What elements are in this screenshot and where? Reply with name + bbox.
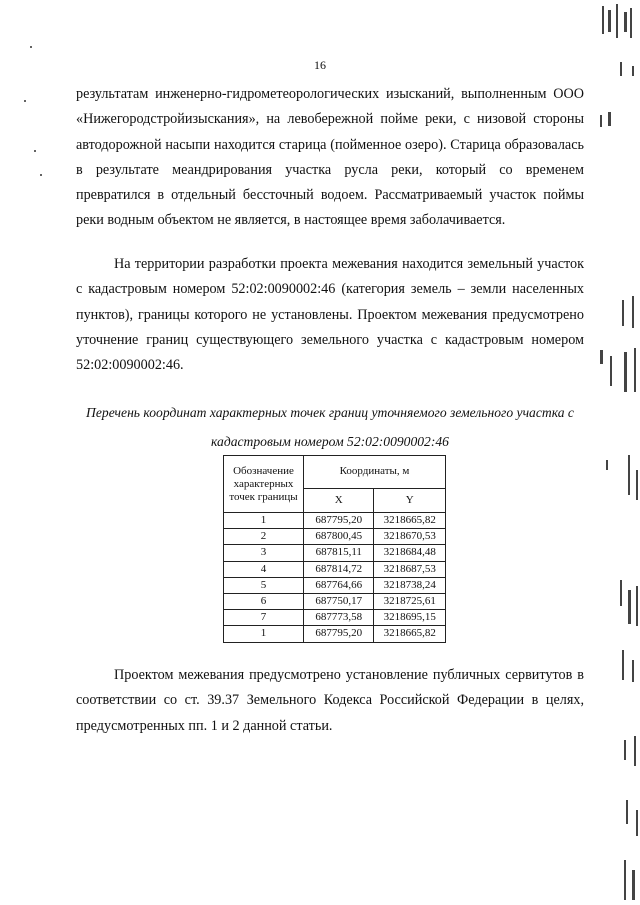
scan-speck [34, 150, 36, 152]
table-row [224, 529, 446, 545]
cell-point: 5 [224, 577, 304, 593]
page-number: 16 [314, 58, 326, 72]
table-row [224, 577, 446, 593]
cell-y: 3218665,82 [374, 513, 446, 529]
table-row [224, 561, 446, 577]
scan-artifact-edge [580, 0, 640, 905]
header-y: Y [374, 488, 446, 512]
scan-speck [40, 174, 42, 176]
cell-x: 687800,45 [304, 529, 374, 545]
header-x: X [304, 488, 374, 512]
cell-x: 687814,72 [304, 561, 374, 577]
header-coordinates: Координаты, м [304, 456, 446, 489]
cell-point: 4 [224, 561, 304, 577]
coordinates-table [223, 455, 446, 643]
cell-x: 687773,58 [304, 610, 374, 626]
paragraph-3: Проектом межевания предусмотрено установление публичных сервитутов в соответствии со ст. 39.37 Земельного Кодекса Российской Федерации в целях, предусмотренных пп. 1 и 2 данной статьи. [76, 667, 584, 734]
cell-x: 687815,11 [304, 545, 374, 561]
cell-y: 3218665,82 [374, 626, 446, 642]
cell-point: 6 [224, 593, 304, 609]
scan-speck [24, 100, 26, 102]
cell-point: 7 [224, 610, 304, 626]
paragraph-2: На территории разработки проекта межевания находится земельный участок с кадастровым номером 52:02:0090002:46 (категория земель – земли населенных пунктов), границы которого не установлены. Проектом межевания предусмотрено уточнение границ существующего земельного участка с кадастровым номером 52:02:0090002:46. [76, 256, 584, 374]
table-row [224, 513, 446, 529]
cell-y: 3218725,61 [374, 593, 446, 609]
cell-y: 3218670,53 [374, 529, 446, 545]
cell-point: 3 [224, 545, 304, 561]
cell-point: 1 [224, 513, 304, 529]
table-caption: Перечень координат характерных точек границ уточняемого земельного участка с кадастровым номером 52:02:0090002:46 [86, 405, 574, 449]
cell-y: 3218738,24 [374, 577, 446, 593]
table-row [224, 593, 446, 609]
cell-y: 3218687,53 [374, 561, 446, 577]
cell-y: 3218695,15 [374, 610, 446, 626]
cell-x: 687764,66 [304, 577, 374, 593]
cell-point: 1 [224, 626, 304, 642]
header-point-designation: Обозначение характерных точек границы [224, 456, 304, 513]
cell-x: 687795,20 [304, 626, 374, 642]
table-row [224, 610, 446, 626]
scan-speck [30, 46, 32, 48]
cell-x: 687795,20 [304, 513, 374, 529]
table-row [224, 545, 446, 561]
cell-point: 2 [224, 529, 304, 545]
table-row [224, 626, 446, 642]
cell-y: 3218684,48 [374, 545, 446, 561]
cell-x: 687750,17 [304, 593, 374, 609]
paragraph-1: результатам инженерно-гидрометеорологических изысканий, выполненным ООО «Нижегородстройизыскания», на левобережной пойме реки, с низовой стороны автодорожной насыпи находится старица (пойменное озеро). Старица образовалась в результате меандрирования участка русла реки, который со временем превратился в отдельный бессточный водоем. Рассматриваемый участок поймы реки водным объектом не является, в настоящее время заболачивается. [76, 86, 584, 229]
